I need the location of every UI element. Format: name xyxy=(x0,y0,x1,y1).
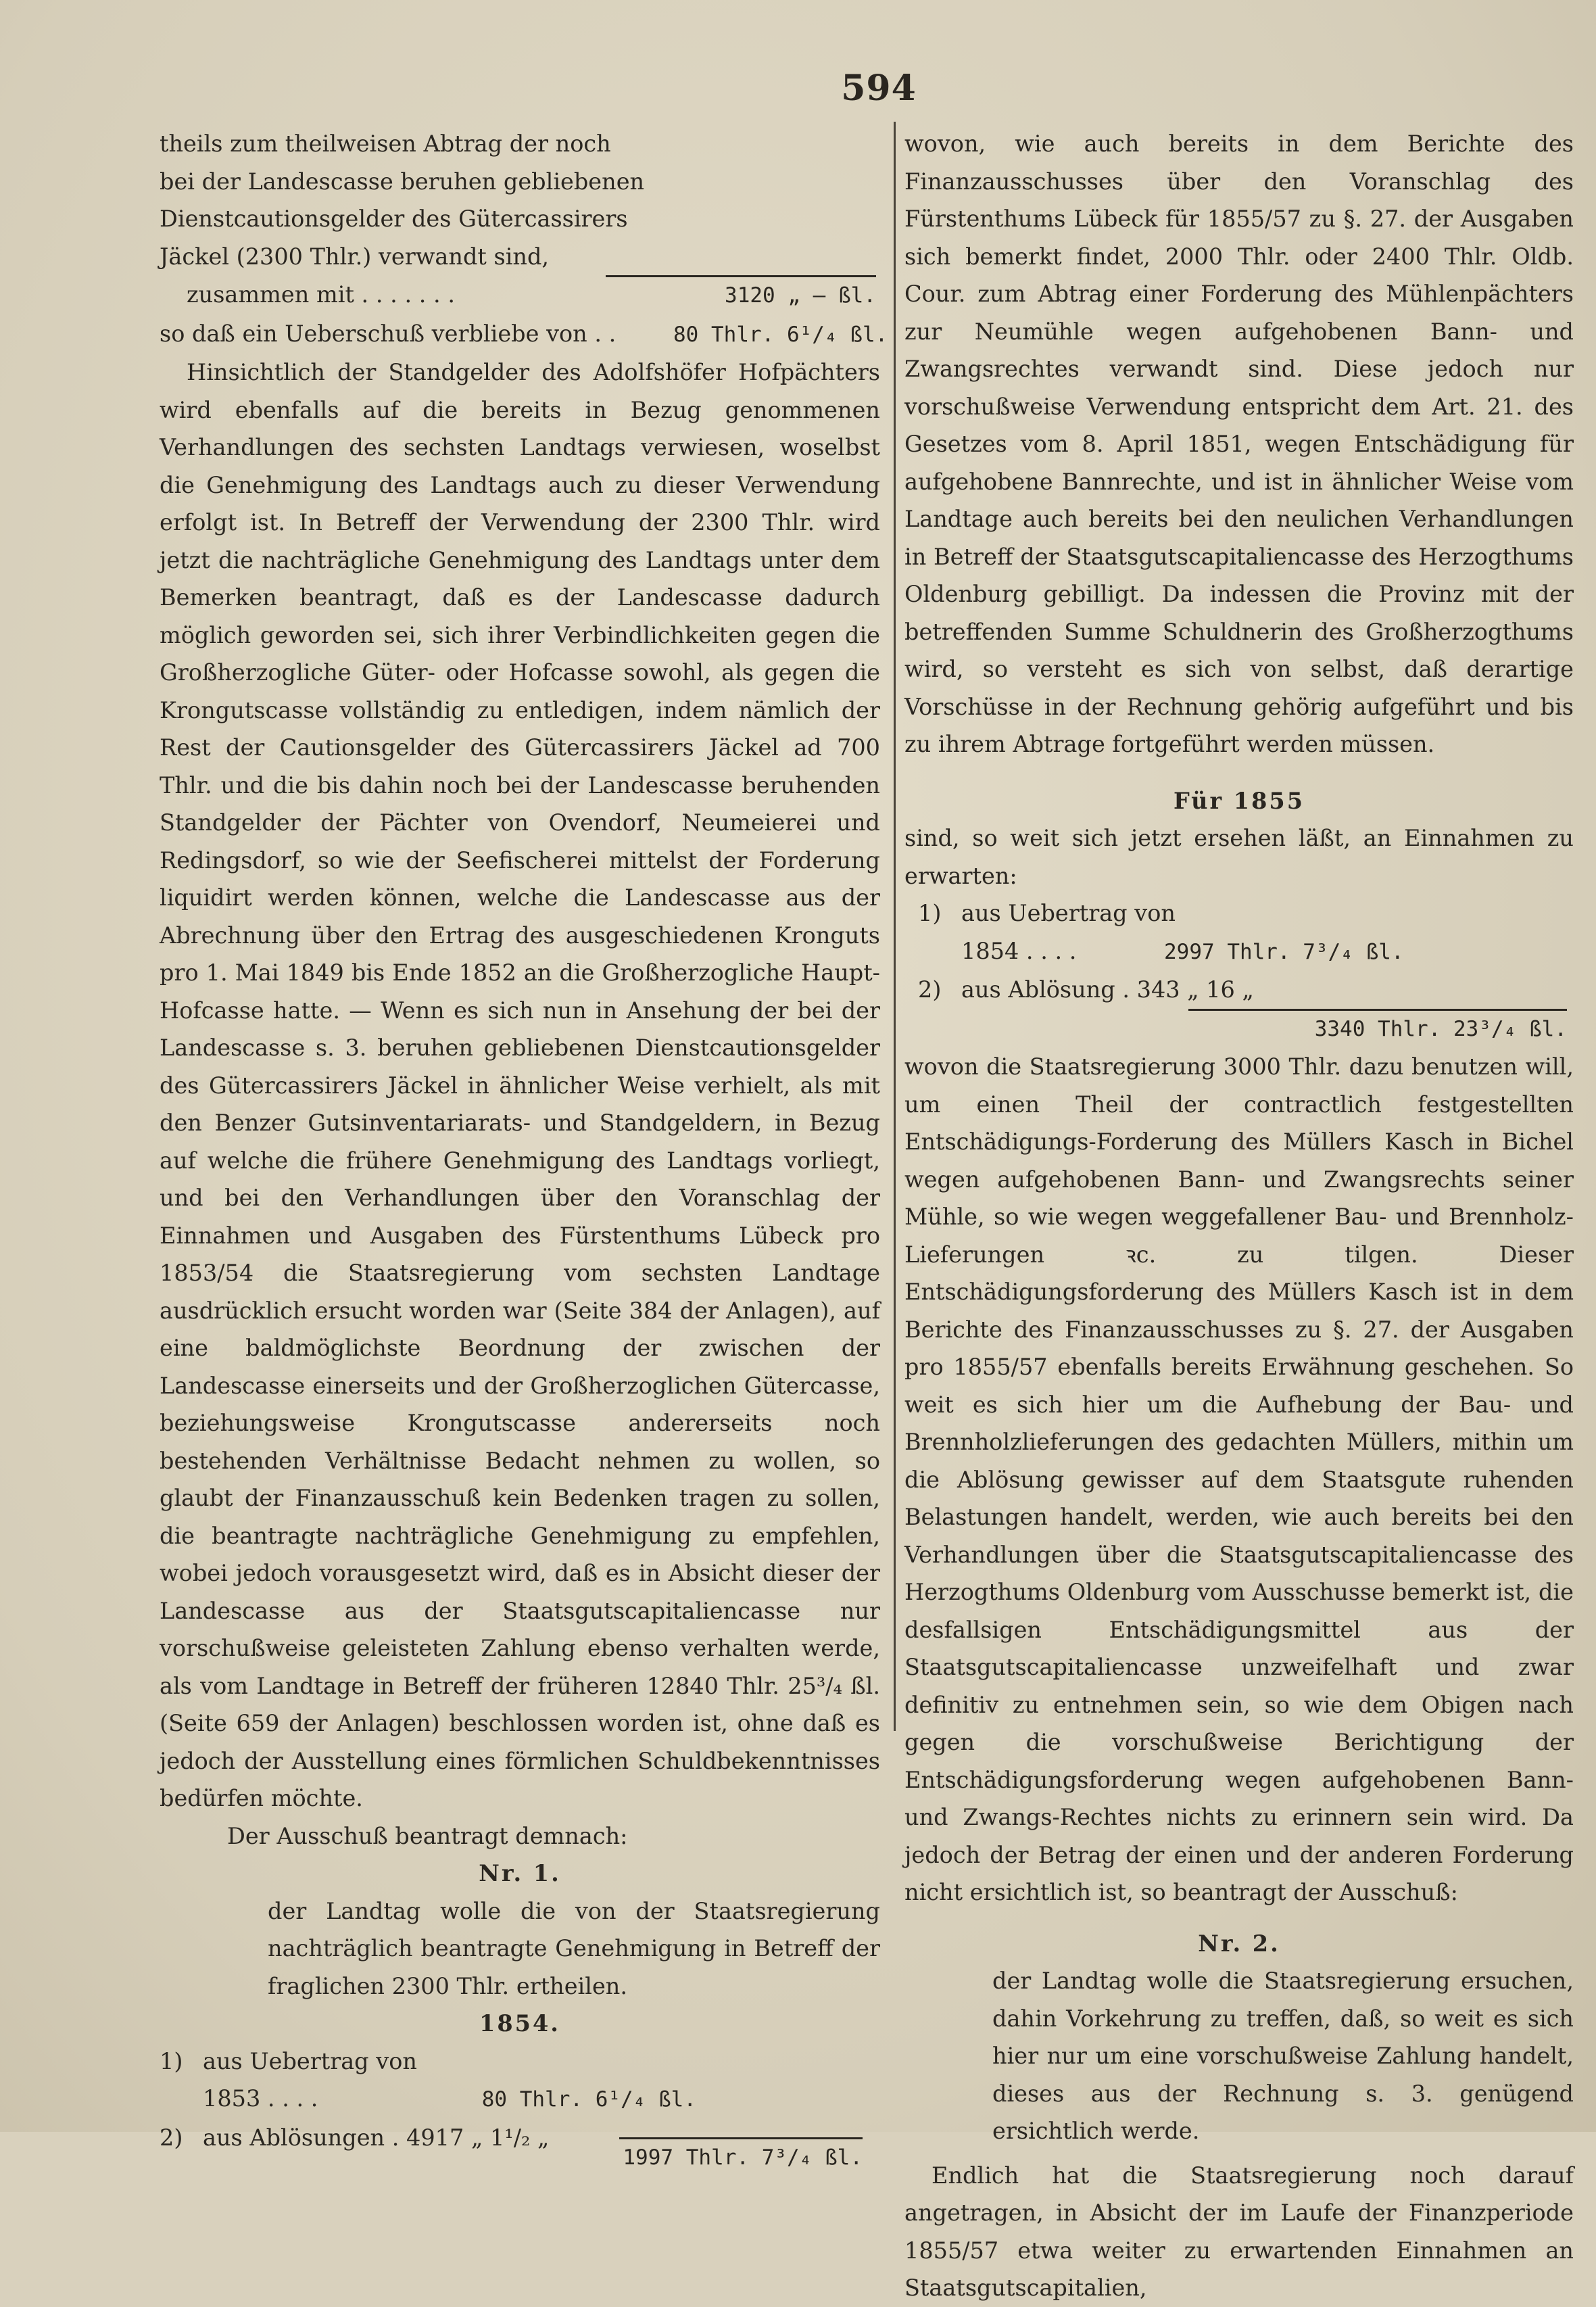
ueberschuss-row xyxy=(160,315,888,354)
nr2-text: der Landtag wolle die Staatsregierung ersuchen, dahin Vorkehrung zu treffen, daß, so weit es sich hier nur um eine vorschußweise Zahlung handelt, dieses aus der Rechnung s. 3. genügend ersichtlich werde. xyxy=(992,1968,1574,2144)
right-column xyxy=(904,125,1574,2307)
page-number: 594 xyxy=(841,68,917,109)
item-number: 2) xyxy=(160,2124,183,2151)
nr1-text: der Landtag wolle die von der Staatsregierung nachträglich beantragte Genehmigung in Betreff der fraglichen 2300 Thlr. ertheilen. xyxy=(268,1897,880,1999)
intro-line: bei der Landescasse beruhen gebliebenen xyxy=(160,168,645,195)
item-label: 1853 . . . . xyxy=(203,2085,318,2112)
nr2-heading: Nr. 2. xyxy=(1198,1930,1280,1957)
ueberschuss-amount: 80 Thlr. 6¹/₄ ßl. xyxy=(673,322,888,347)
item-row xyxy=(160,2080,880,2119)
item-number: 1) xyxy=(918,900,942,926)
item-label: 1854 . . . . xyxy=(961,937,1077,964)
item-label: aus Ablösungen . 4917 „ 1¹/₂ „ xyxy=(203,2124,550,2151)
item-number: 2) xyxy=(918,976,942,1003)
intro-line: theils zum theilweisen Abtrag der noch xyxy=(160,130,611,157)
total-row xyxy=(904,1009,1574,1049)
intro-line: Dienstcautionsgelder des Gütercassirers xyxy=(160,206,628,232)
ueberschuss-label: so daß ein Ueberschuß verbliebe von . . xyxy=(160,320,616,347)
item-row xyxy=(904,895,1574,932)
zusammen-row xyxy=(160,275,880,315)
total-amount: 3340 Thlr. 23³/₄ ßl. xyxy=(1188,1009,1567,1049)
year-heading: 1854. xyxy=(479,2010,560,2037)
closing-paragraph: Endlich hat die Staatsregierung noch darauf angetragen, in Absicht der im Laufe der Finanzperiode 1855/57 etwa weiter zu erwartenden Einnahmen an Staatsgutscapitalien, xyxy=(904,2162,1574,2301)
item-label: aus Uebertrag von xyxy=(203,2047,417,2074)
item-label: aus Ablösung . 343 „ 16 „ xyxy=(961,976,1254,1003)
nr1-heading: Nr. 1. xyxy=(479,1860,561,1886)
fuer-intro: sind, so weit sich jetzt ersehen läßt, an Einnahmen zu erwarten: xyxy=(904,825,1574,889)
column-divider xyxy=(894,122,896,1731)
zusammen-label: zusammen mit . . . . . . . xyxy=(187,281,455,308)
item-amount: 2997 Thlr. 7³/₄ ßl. xyxy=(1164,939,1404,964)
item-row xyxy=(904,932,1574,972)
paragraph: wovon die Staatsregierung 3000 Thlr. dazu benutzen will, um einen Theil der contractlich festgestellten Entschädigungs-Forderung des Müllers Kasch in Bichel wegen aufgehobenen Bann- und Zwangsrechts seiner Mühle, so wie wegen weggefallener Bau- und Brennholz-Lieferungen ꝛc. zu tilgen. Dieser Entschädigungsforderung des Müllers Kasch ist in dem Berichte des Finanzausschusses zu §. 27. der Ausgaben pro 1855/57 ebenfalls bereits Erwähnung geschehen. So weit es sich hier um die Aufhebung der Bau- und Brennholzlieferungen des gedachten Müllers, mithin um die Ablösung gewisser auf dem Staatsgute ruhenden Belastungen handelt, werden, wie auch bereits bei den Verhandlungen über die Staatsgutscapitaliencasse des Herzogthums Oldenburg vom Ausschusse bemerkt ist, die desfallsigen Entschädigungsmittel aus der Staatsgutscapitaliencasse unzweifelhaft und zwar definitiv zu entnehmen sein, so wie dem Obigen nach gegen die vorschußweise Berichtigung der Entschädigungsforderung wegen aufgehobenen Bann- und Zwangs-Rechtes nichts zu erinnern sein wird. Da jedoch der Betrag der einen und der anderen Forderung nicht ersichtlich ist, so beantragt der Ausschuß: xyxy=(904,1053,1574,1905)
fuer-heading: Für 1855 xyxy=(1173,787,1305,814)
item-number: 1) xyxy=(160,2047,183,2074)
item-row xyxy=(904,971,1574,1009)
intro-line: Jäckel (2300 Thlr.) verwandt sind, xyxy=(160,243,550,270)
antrag-intro: Der Ausschuß beantragt demnach: xyxy=(227,1822,628,1849)
paragraph: wovon, wie auch bereits in dem Berichte des Finanzausschusses über den Voranschlag des Fürstenthums Lübeck für 1855/57 zu §. 27. der Ausgaben sich bemerkt findet, 2000 Thlr. oder 2400 Thlr. Oldb. Cour. zum Abtrag einer Forderung des Mühlenpächters zur Neumühle wegen aufgehobenen Bann- und Zwangsrechtes verwandt sind. Diese jedoch nur vorschußweise Verwendung entspricht dem Art. 21. des Gesetzes vom 8. April 1851, wegen Entschädigung für aufgehobene Bannrechte, und ist in ähnlicher Weise vom Landtage auch bereits bei den neulichen Verhandlungen in Betreff der Staatsgutscapitaliencasse des Herzogthums Oldenburg gebilligt. Da indessen die Provinz mit der betreffenden Summe Schuldnerin des Großherzogthums wird, so versteht es sich von selbst, daß derartige Vorschüsse in der Rechnung gehörig aufgeführt und bis zu ihrem Abtrage fortgeführt werden müssen. xyxy=(904,130,1574,757)
item-amount: 80 Thlr. 6¹/₄ ßl. xyxy=(481,2087,696,2112)
total-amount: 1997 Thlr. 7³/₄ ßl. xyxy=(619,2137,863,2177)
item-label: aus Uebertrag von xyxy=(961,900,1176,926)
item-row xyxy=(160,2043,880,2080)
zusammen-amount: 3120 „ — ßl. xyxy=(606,275,876,315)
left-column xyxy=(160,125,888,2177)
main-paragraph: Hinsichtlich der Standgelder des Adolfshöfer Hofpächters wird ebenfalls auf die bereits in Bezug genommenen Verhandlungen des sechsten Landtags verwiesen, woselbst die Genehmigung des Landtags auch zu dieser Verwendung erfolgt ist. In Betreff der Verwendung der 2300 Thlr. wird jetzt die nachträgliche Genehmigung des Landtags unter dem Bemerken beantragt, daß es der Landescasse dadurch möglich geworden sei, sich ihrer Verbindlichkeiten gegen die Großherzogliche Güter- oder Hofcasse sowohl, als gegen die Krongutscasse vollständig zu entledigen, indem nämlich der Rest der Cautionsgelder des Gütercassirers Jäckel ad 700 Thlr. und die bis dahin noch bei der Landescasse beruhenden Standgelder der Pächter von Ovendorf, Neumeierei und Redingsdorf, so wie der Seefischerei mittelst der Forderung liquidirt werden können, welche die Landescasse aus der Abrechnung über den Ertrag des ausgeschiedenen Kronguts pro 1. Mai 1849 bis Ende 1852 an die Großherzogliche Haupt-Hofcasse hatte. — Wenn es sich nun in Ansehung der bei der Landescasse s. 3. beruhen gebliebenen Dienstcautionsgelder des Gütercassirers Jäckel in ähnlicher Weise verhielt, als mit den Benzer Gutsinventariarats- und Standgeldern, in Bezug auf welche die frühere Genehmigung des Landtags vorliegt, und bei den Verhandlungen über den Voranschlag der Einnahmen und Ausgaben des Fürstenthums Lübeck pro 1853/54 die Staatsregierung vom sechsten Landtage ausdrücklich ersucht worden war (Seite 384 der Anlagen), auf eine baldmöglichste Beordnung der zwischen der Landescasse einerseits und der Großherzoglichen Gütercasse, beziehungsweise Krongutscasse andererseits noch bestehenden Verhältnisse Bedacht nehmen zu wollen, so glaubt der Finanzausschuß kein Bedenken tragen zu sollen, die beantragte nachträgliche Genehmigung zu empfehlen, wobei jedoch vorausgesetzt wird, daß es in Absicht dieser der Landescasse aus der Staatsgutscapitaliencasse nur vorschußweise geleisteten Zahlung ebenso verhalten werde, als vom Landtage in Betreff der früheren 12840 Thlr. 25³/₄ ßl. (Seite 659 der Anlagen) beschlossen worden ist, ohne daß es jedoch der Ausstellung eines förmlichen Schuldbekenntnisses bedürfen möchte. xyxy=(160,359,880,1811)
